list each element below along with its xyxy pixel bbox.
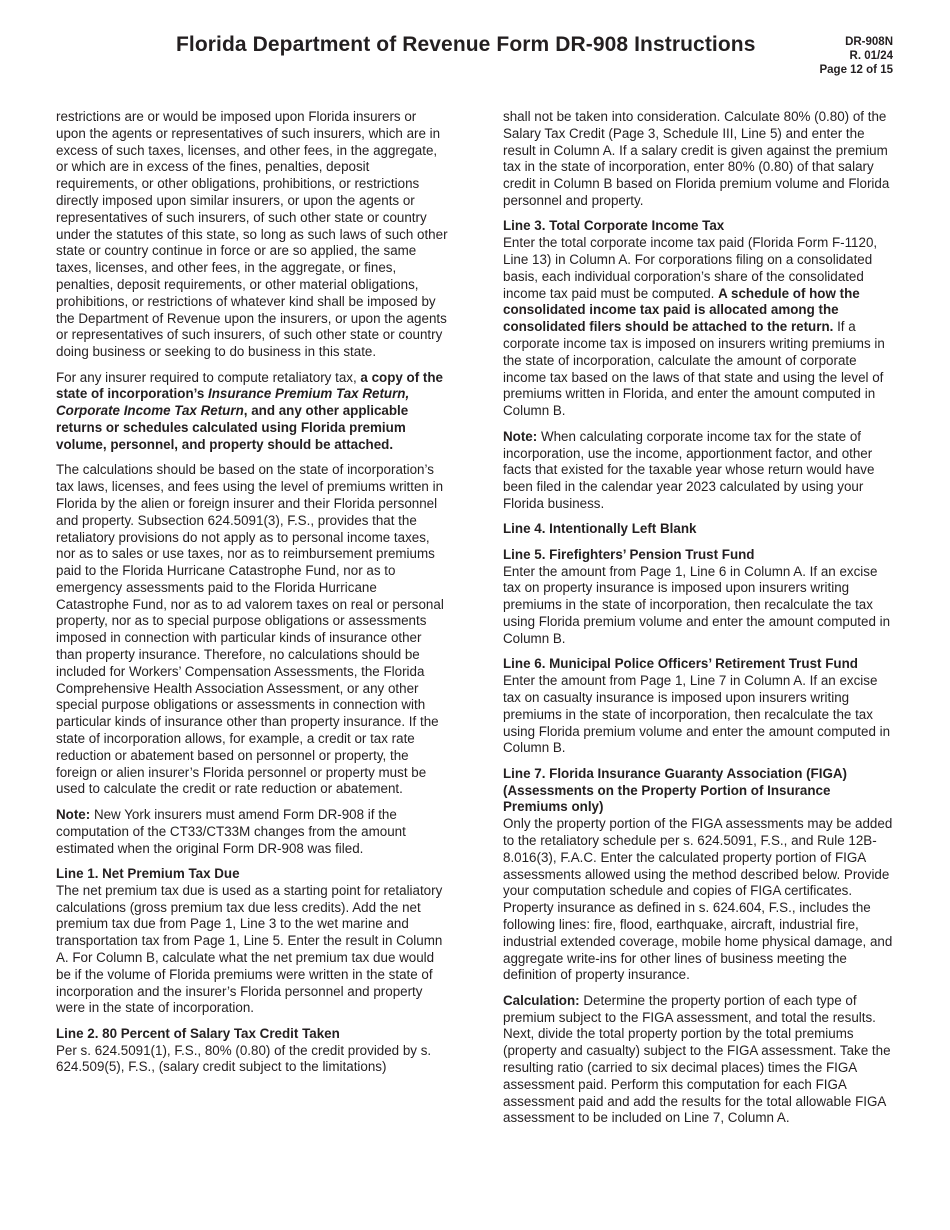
line3-text: Enter the total corporate income tax paid (Florida Form F-1120, Line 13) in Column A. For corporations filing on a consolidated basis, each individual corporation’s share of the consolidated income tax paid must be computed. A schedule of how the consolidated income tax paid is allocated among the consolidated filers should be attached to the return. If a corporate income tax is imposed on insurers writing premiums in the state of incorporation, calculate the amount of corporate income tax based on the laws of that state and using the level of premiums written in Florida, and enter the amount computed in Column B. [503, 235, 885, 419]
line1-heading: Line 1. Net Premium Tax Due [56, 866, 240, 882]
line5-text: Enter the amount from Page 1, Line 6 in Column A. If an excise tax on property insurance is imposed upon insurers writing premiums in the state of incorporation, then recalculate the tax using Florida premium volume and enter the amount computed in Column B. [503, 563, 891, 646]
page-title: Florida Department of Revenue Form DR-908 Instructions [176, 33, 756, 56]
line2-heading: Line 2. 80 Percent of Salary Tax Credit Taken [56, 1025, 340, 1041]
left-column [56, 109, 448, 1085]
new-york-note: Note: New York insurers must amend Form DR-908 if the computation of the CT33/CT33M changes from the amount estimated when the original Form DR-908 was filed. [56, 806, 406, 856]
page-number: Page 12 of 15 [819, 64, 893, 76]
line7-text: Only the property portion of the FIGA assessments may be added to the retaliatory schedule per s. 624.5091, F.S., and Rule 12B-8.016(3), F.A.C. Enter the calculated property portion of FIGA assessments allowed using the method described below. Provide your computation schedule and copies of FIGA certificates. Property insurance as defined in s. 624.604, F.S., includes the following lines: fire, flood, earthquake, aircraft, industrial fire, industrial extended coverage, mobile home physical damage, and aggregate write-ins for other lines of business meeting the definition of property insurance. [503, 816, 893, 983]
line1-text: The net premium tax due is used as a starting point for retaliatory calculations (gross premium tax due less credits). Add the net premium tax due from Page 1, Line 3 to the wet marine and transportation tax from Page 1, Line 5. Enter the result in Column A. For Column B, calculate what the net premium tax due would be if the volume of Florida premiums were written in the state of incorporation and the insurer’s Florida personnel and property were in the state of incorporation. [56, 882, 443, 1016]
line2-text: Per s. 624.5091(1), F.S., 80% (0.80) of the credit provided by s. 624.509(5), F.S., (salary credit subject to the limitations) [56, 1042, 432, 1075]
line6-text: Enter the amount from Page 1, Line 7 in Column A. If an excise tax on casualty insurance is imposed upon insurers writing premiums in the state of incorporation, then recalculate the tax using Florida premium volume and enter the amount computed in Column B. [503, 673, 891, 756]
form-identifier [819, 35, 893, 77]
form-number: DR-908N [845, 36, 893, 48]
line4-heading: Line 4. Intentionally Left Blank [503, 521, 697, 537]
figa-calculation-paragraph: Calculation: Determine the property portion of each type of premium subject to the FIGA assessment, and total the results. Next, divide the total property portion by the total premiums (property and casualty) subject to the FIGA assessment. Take the resulting ratio (carried to six decimal places) times the FIGA assessment paid. Perform this computation for each FIGA assessment paid and add the results for the total allowable FIGA assessment to be included on Line 7, Column A. [503, 992, 891, 1126]
retaliatory-restrictions-paragraph: restrictions are or would be imposed upon Florida insurers or upon the agents or representatives of such insurers, which are in excess of such taxes, licenses, and other fees, in the aggregate, or which are in excess of the fines, penalties, deposit requirements, or other obligations, prohibitions, or restrictions directly imposed upon similar insurers, or upon the agents or representatives of such insurers, of such other state or country under the statutes of this state, so long as such laws of such other state or country continue in force or are so applied, the same taxes, licenses, and other fees, in the aggregate, or fines, penalties, deposit requirements, or other material obligations, prohibitions, or restrictions of whatever kind shall be imposed by the Department of Revenue upon the insurers, or upon the agents or representatives of such insurers, of such other state or country doing business or seeking to do business in this state. [56, 109, 448, 360]
attachment-requirement-paragraph: For any insurer required to compute retaliatory tax, a copy of the state of incorporation’s Insurance Premium Tax Return, Corporate Income Tax Return, and any other applicable returns or schedules calculated using Florida premium volume, personnel, and property should be attached. [56, 369, 443, 452]
line5-heading: Line 5. Firefighters’ Pension Trust Fund [503, 546, 755, 562]
line2-text-continued: shall not be taken into consideration. Calculate 80% (0.80) of the Salary Tax Credit (Page 3, Schedule III, Line 5) and enter the result in Column A. If a salary credit is given against the premium tax in the state of incorporation, enter 80% (0.80) of that salary credit in Column B based on Florida premium volume and Florida personnel and property. [503, 109, 890, 208]
corporate-income-tax-note: Note: When calculating corporate income tax for the state of incorporation, use the income, apportionment factor, and other facts that existed for the taxable year whose return would have been filed in the calendar year 2023 calculated by using your Florida business. [503, 428, 875, 511]
line6-heading: Line 6. Municipal Police Officers’ Retirement Trust Fund [503, 656, 858, 672]
right-column [503, 109, 896, 1136]
form-revision: R. 01/24 [849, 50, 893, 62]
line7-heading: Line 7. Florida Insurance Guaranty Association (FIGA) (Assessments on the Property Portion of Insurance Premiums only) [503, 765, 848, 815]
calculation-basis-paragraph: The calculations should be based on the state of incorporation’s tax laws, licenses, and fees using the level of premiums written in Florida by the alien or foreign insurer and their Florida personnel and property. Subsection 624.5091(3), F.S., provides that the retaliatory provisions do not apply as to personal income taxes, nor as to sales or use taxes, nor as to reimbursement premiums paid to the Florida Hurricane Catastrophe Fund, nor as to emergency assessments paid to the Florida Hurricane Catastrophe Fund, nor as to ad valorem taxes on real or personal property, nor as to special purpose obligations or assessments imposed in connection with particular kinds of insurance other than property insurance. Therefore, no calculations should be included for Workers’ Compensation Assessments, the Florida Comprehensive Health Association Assessment, or any other special purpose obligations or assessments in connection with particular kinds of insurance other than property insurance. If the state of incorporation allows, for example, a credit or tax rate reduction or abatement based on personnel or property, the foreign or alien insurer’s Florida personnel or property must be used to calculate the credit or rate reduction or abatement. [56, 462, 444, 797]
line3-heading: Line 3. Total Corporate Income Tax [503, 218, 725, 234]
